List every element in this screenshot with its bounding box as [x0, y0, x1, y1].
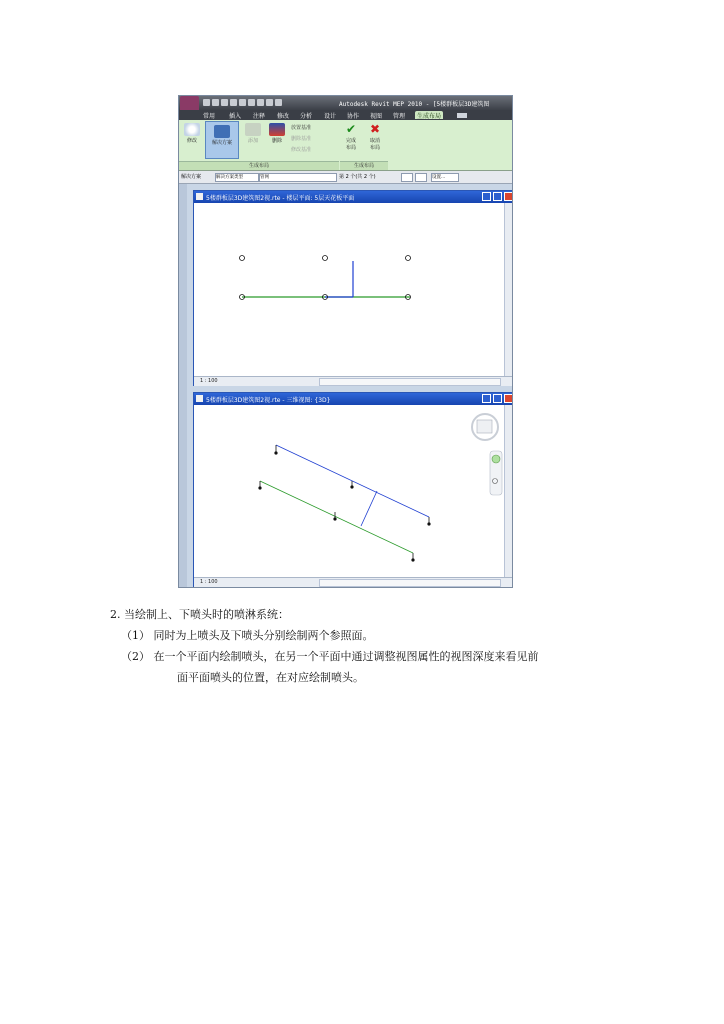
- remove-base-label: 删除基准: [291, 136, 312, 142]
- tab-design[interactable]: 设计: [324, 113, 337, 120]
- tab-modify[interactable]: 修改: [277, 113, 290, 120]
- tab-collaborate[interactable]: 协作: [347, 113, 360, 120]
- open-icon[interactable]: [203, 99, 210, 106]
- add-button[interactable]: [242, 123, 264, 144]
- tab-analyze[interactable]: 分析: [300, 113, 313, 120]
- plan-scale[interactable]: 1 : 100: [200, 378, 218, 384]
- remove-base-button[interactable]: [291, 135, 311, 142]
- sprinkler-head-icon[interactable]: [275, 452, 277, 454]
- cursor-icon: [184, 123, 200, 136]
- options-bar: [179, 171, 512, 184]
- solution-counter: 第 2 个(共 2 个): [339, 174, 376, 180]
- tab-view[interactable]: 视图: [370, 113, 383, 120]
- 3d-vertical-scrollbar[interactable]: [504, 405, 512, 577]
- ribbon-tabs: [179, 110, 512, 120]
- sub-item-2-line-1: （2） 在一个平面内绘制喷头，在另一个平面中通过调整视图属性的视图深度来看见前: [121, 650, 539, 663]
- add-icon: [245, 123, 261, 136]
- delete-button[interactable]: [266, 123, 288, 144]
- 3d-horizontal-scrollbar[interactable]: [319, 579, 501, 587]
- steering-wheel-icon[interactable]: [492, 455, 500, 463]
- 3d-view-icon[interactable]: [257, 99, 264, 106]
- 3d-window-title: 5楼群板层3D建筑图2视.rte - 三维视图: {3D}: [206, 397, 331, 404]
- solution-type-text: 解决方案类型: [216, 175, 243, 180]
- place-base-button[interactable]: [291, 124, 311, 131]
- plan-horizontal-scrollbar[interactable]: [319, 378, 501, 386]
- delete-icon: [269, 123, 285, 136]
- options-label: 解决方案: [181, 174, 202, 180]
- settings-button[interactable]: [431, 173, 459, 182]
- 3d-view-window[interactable]: [193, 392, 513, 587]
- prev-solution-button[interactable]: [401, 173, 413, 182]
- solution-type-field[interactable]: [215, 173, 259, 182]
- save-icon[interactable]: [212, 99, 219, 106]
- tab-manage[interactable]: 管理: [393, 113, 406, 120]
- plan-view-control-bar: [194, 376, 512, 386]
- close-icon: ✖: [369, 122, 381, 136]
- list-item-2: 2. 当绘制上、下喷头时的喷淋系统：: [110, 608, 289, 621]
- sprinkler-head-icon[interactable]: [351, 486, 353, 488]
- solution-type-value: 管网: [260, 175, 269, 180]
- tab-insert[interactable]: 插入: [229, 113, 242, 120]
- tab-home[interactable]: 常用: [203, 113, 216, 120]
- plan-drawing: [194, 191, 512, 385]
- quick-access-toolbar[interactable]: [203, 99, 313, 107]
- panel-generate-layout: 生成布局: [179, 161, 339, 170]
- sprinkler-head-icon[interactable]: [412, 559, 414, 561]
- lower-pipe: [260, 481, 413, 553]
- ribbon-minimize-icon[interactable]: [457, 113, 467, 118]
- cancel-layout-button[interactable]: [365, 123, 385, 151]
- viewcube-icon[interactable]: [472, 414, 498, 440]
- dropdown-icon[interactable]: [275, 99, 282, 106]
- sprinkler-head-icon[interactable]: [323, 256, 328, 261]
- navigation-bar[interactable]: [490, 451, 502, 495]
- 3d-scale[interactable]: 1 : 100: [200, 579, 218, 585]
- sprinkler-head-icon[interactable]: [334, 518, 336, 520]
- connecting-pipe: [361, 491, 377, 526]
- sprinkler-head-icon[interactable]: [259, 487, 261, 489]
- sub-item-2-line-2: 面平面喷头的位置，在对应绘制喷头。: [177, 671, 364, 684]
- solution-type-select[interactable]: [259, 173, 337, 182]
- revit-screenshot: [178, 95, 513, 588]
- solutions-button[interactable]: [205, 121, 239, 159]
- check-icon: ✔: [345, 122, 357, 136]
- 3d-view-control-bar: [194, 577, 512, 587]
- set-base-button[interactable]: [291, 146, 311, 153]
- app-title: Autodesk Revit MEP 2010 - [5楼群板层3D建筑图: [339, 101, 490, 108]
- plan-window-title: 5楼群板层3D建筑图2视.rte - 楼层平面: 5层天花板平面: [206, 195, 355, 202]
- measure-icon[interactable]: [239, 99, 246, 106]
- sprinkler-head-icon[interactable]: [240, 256, 245, 261]
- delete-label: 删除: [271, 138, 282, 144]
- plan-vertical-scrollbar[interactable]: [504, 203, 512, 376]
- next-solution-button[interactable]: [415, 173, 427, 182]
- set-base-label: 修改基准: [291, 147, 312, 153]
- sub-item-1: （1） 同时为上喷头及下喷头分别绘制两个参照面。: [121, 629, 374, 642]
- upper-pipe: [276, 445, 429, 517]
- undo-icon[interactable]: [221, 99, 228, 106]
- settings-label: 设置...: [432, 175, 446, 180]
- tab-annotate[interactable]: 注释: [253, 113, 266, 120]
- finish-layout-label: 完成 布局: [345, 138, 356, 151]
- panel-finish-layout: 生成布局: [340, 161, 388, 170]
- text-icon[interactable]: [248, 99, 255, 106]
- solutions-label: 解决方案: [211, 140, 232, 146]
- cancel-layout-label: 取消 布局: [369, 138, 380, 151]
- finish-layout-button[interactable]: [341, 123, 361, 151]
- plan-view-window[interactable]: [193, 190, 513, 386]
- solutions-icon: [214, 125, 230, 138]
- project-browser-strip[interactable]: [179, 184, 187, 588]
- section-icon[interactable]: [266, 99, 273, 106]
- redo-icon[interactable]: [230, 99, 237, 106]
- modify-button[interactable]: [182, 123, 202, 144]
- tab-generate-layout[interactable]: 生成布局: [417, 113, 442, 120]
- sprinkler-head-icon[interactable]: [406, 256, 411, 261]
- place-base-label: 放置基准: [291, 125, 312, 131]
- 3d-drawing: [194, 393, 512, 586]
- sprinkler-head-icon[interactable]: [428, 523, 430, 525]
- add-label: 添加: [247, 138, 258, 144]
- app-titlebar: [179, 96, 512, 110]
- modify-label: 修改: [186, 138, 197, 144]
- ribbon: [179, 120, 512, 171]
